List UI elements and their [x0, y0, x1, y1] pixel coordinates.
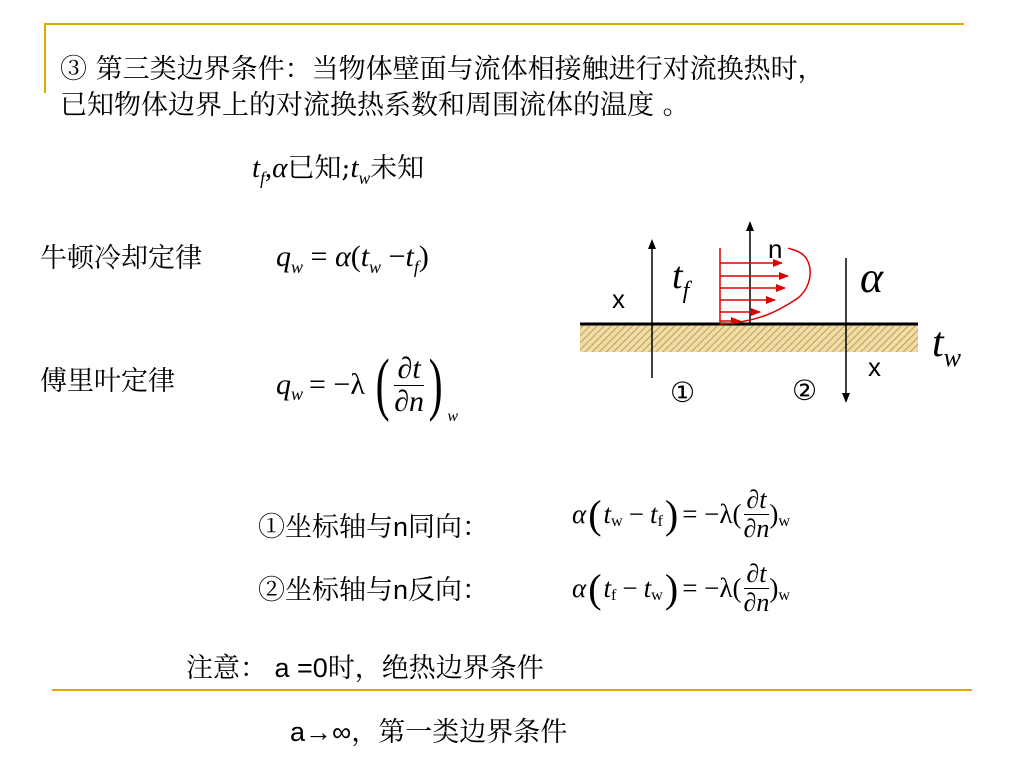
- header-line-1: ③ 第三类边界条件：当物体壁面与流体相接触进行对流换热时，: [60, 54, 825, 85]
- case2-formula: α ( t $_f$ − t $_w$ ) = −λ( $\frac{\partial t}{\partial n}$ ) $_w$: [572, 559, 791, 617]
- note-adiabatic: 注意： a =0时，绝热边界条件: [186, 653, 544, 684]
- region-1-mark: ①: [670, 376, 696, 409]
- known-unknown-line: $t_f,\alpha$已知$;t_w$未知: [252, 152, 425, 188]
- x-label-right: x: [868, 352, 881, 382]
- fourier-label: 傅里叶定律: [40, 366, 175, 397]
- case1-formula: α ( t $_w$ − t $_f$ ) = −λ( $\frac{\partial t}{\partial n}$ ) $_w$: [572, 485, 791, 543]
- newton-label: 牛顿冷却定律: [40, 243, 202, 274]
- n-label: n: [768, 234, 783, 264]
- note-first-kind: a→∞，第一类边界条件: [290, 717, 568, 748]
- header-line-2: 已知物体边界上的对流换热系数和周围流体的温度 。: [60, 90, 690, 121]
- tw-symbol: $t_w$: [350, 152, 371, 188]
- fourier-formula: q $_w$ = −λ ( $\frac{\partial t}{\partial n}$ ) $_w$: [276, 346, 459, 425]
- newton-formula: $q_w = \alpha(t_w -t_f)$: [276, 240, 429, 277]
- boundary-diagram: [570, 218, 990, 418]
- x-label-left: x: [612, 284, 625, 314]
- case2-label: ②坐标轴与n反向：: [258, 575, 490, 606]
- region-2-mark: ②: [792, 374, 818, 407]
- wall-hatch: [580, 325, 918, 352]
- top-rule: [44, 23, 964, 25]
- alpha-label: α: [860, 253, 884, 302]
- tf-label: $t_f$: [672, 255, 690, 304]
- tf-symbol: $t_f$: [252, 152, 265, 188]
- bottom-rule: [52, 689, 972, 691]
- tw-label: $t_w$: [932, 320, 962, 372]
- case1-label: ①坐标轴与n同向：: [258, 512, 490, 543]
- left-rule: [44, 23, 46, 93]
